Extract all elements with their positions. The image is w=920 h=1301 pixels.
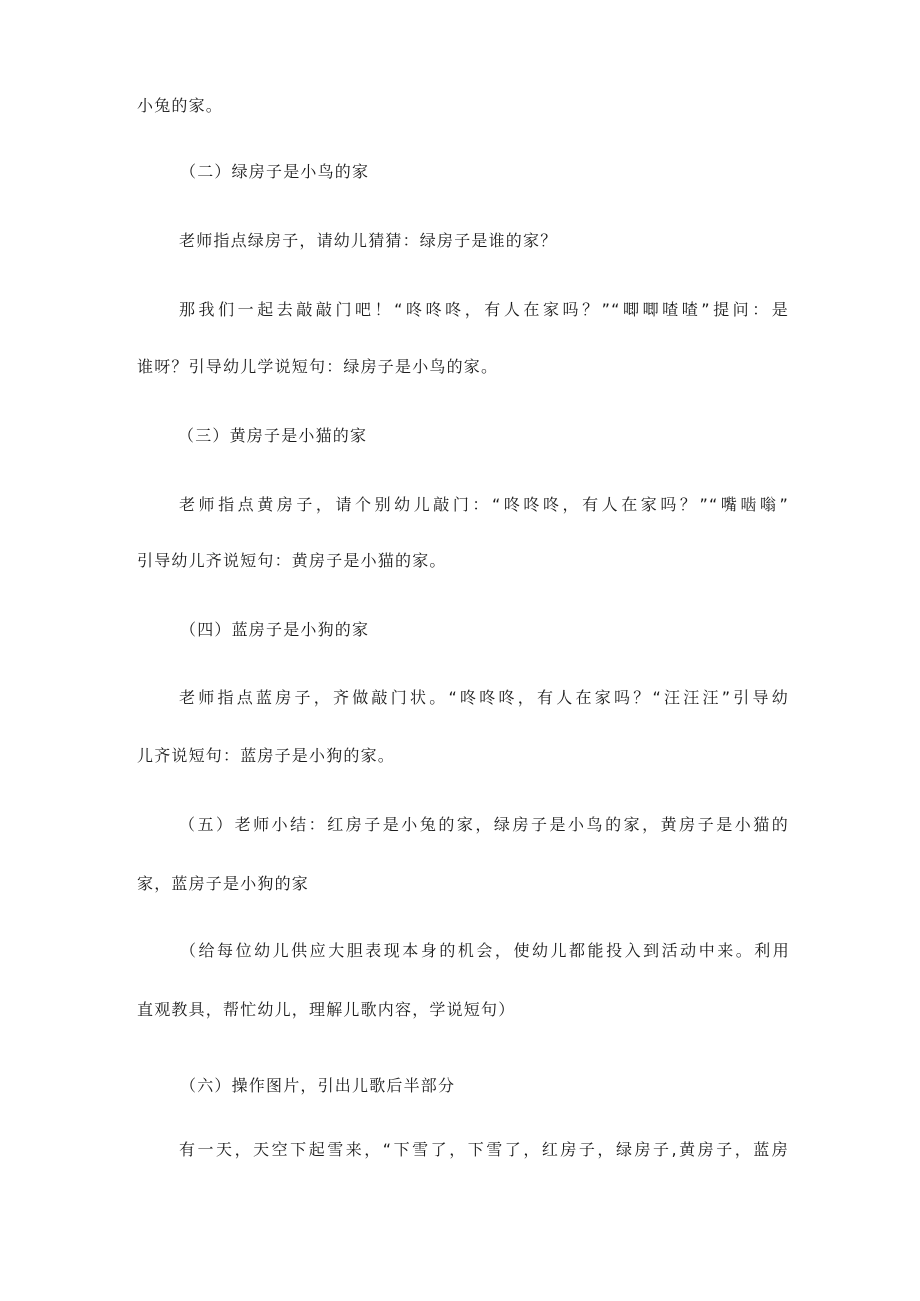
paragraph-line: 有一天，天空下起雪来，“下雪了，下雪了，红房子，绿房子,黄房子，蓝房 bbox=[179, 1140, 789, 1159]
section-heading-green-house: （二）绿房子是小鸟的家 bbox=[180, 162, 370, 181]
paragraph-line: 儿齐说短句：蓝房子是小狗的家。 bbox=[137, 746, 396, 765]
section-heading-yellow-house: （三）黄房子是小猫的家 bbox=[178, 426, 368, 445]
paragraph-line: （给每位幼儿供应大胆表现本身的机会，使幼儿都能投入到活动中来。利用 bbox=[180, 941, 790, 960]
paragraph-line: 小兔的家。 bbox=[137, 96, 224, 115]
paragraph-line: 家，蓝房子是小狗的家 bbox=[137, 874, 310, 893]
paragraph-line: 谁呀？引导幼儿学说短句：绿房子是小鸟的家。 bbox=[137, 357, 499, 376]
section-heading-summary: （五）老师小结：红房子是小兔的家，绿房子是小鸟的家，黄房子是小猫的 bbox=[179, 815, 789, 834]
section-heading-blue-house: （四）蓝房子是小狗的家 bbox=[180, 620, 370, 639]
paragraph-line: 那我们一起去敲敲门吧！“咚咚咚，有人在家吗？”“唧唧喳喳”提问：是 bbox=[179, 300, 789, 319]
paragraph-line: 老师指点蓝房子，齐做敲门状。“咚咚咚，有人在家吗？“汪汪汪”引导幼 bbox=[179, 688, 789, 707]
paragraph-line: 直观教具，帮忙幼儿，理解儿歌内容，学说短句） bbox=[137, 1000, 516, 1019]
paragraph-line: 引导幼儿齐说短句：黄房子是小猫的家。 bbox=[137, 551, 447, 570]
paragraph-line: 老师指点黄房子，请个别幼儿敲门：“咚咚咚，有人在家吗？”“嘴啮嗡” bbox=[179, 495, 789, 514]
section-heading-pictures: （六）操作图片，引出儿歌后半部分 bbox=[180, 1076, 456, 1095]
paragraph-line: 老师指点绿房子，请幼儿猜猜：绿房子是谁的家？ bbox=[179, 231, 558, 250]
